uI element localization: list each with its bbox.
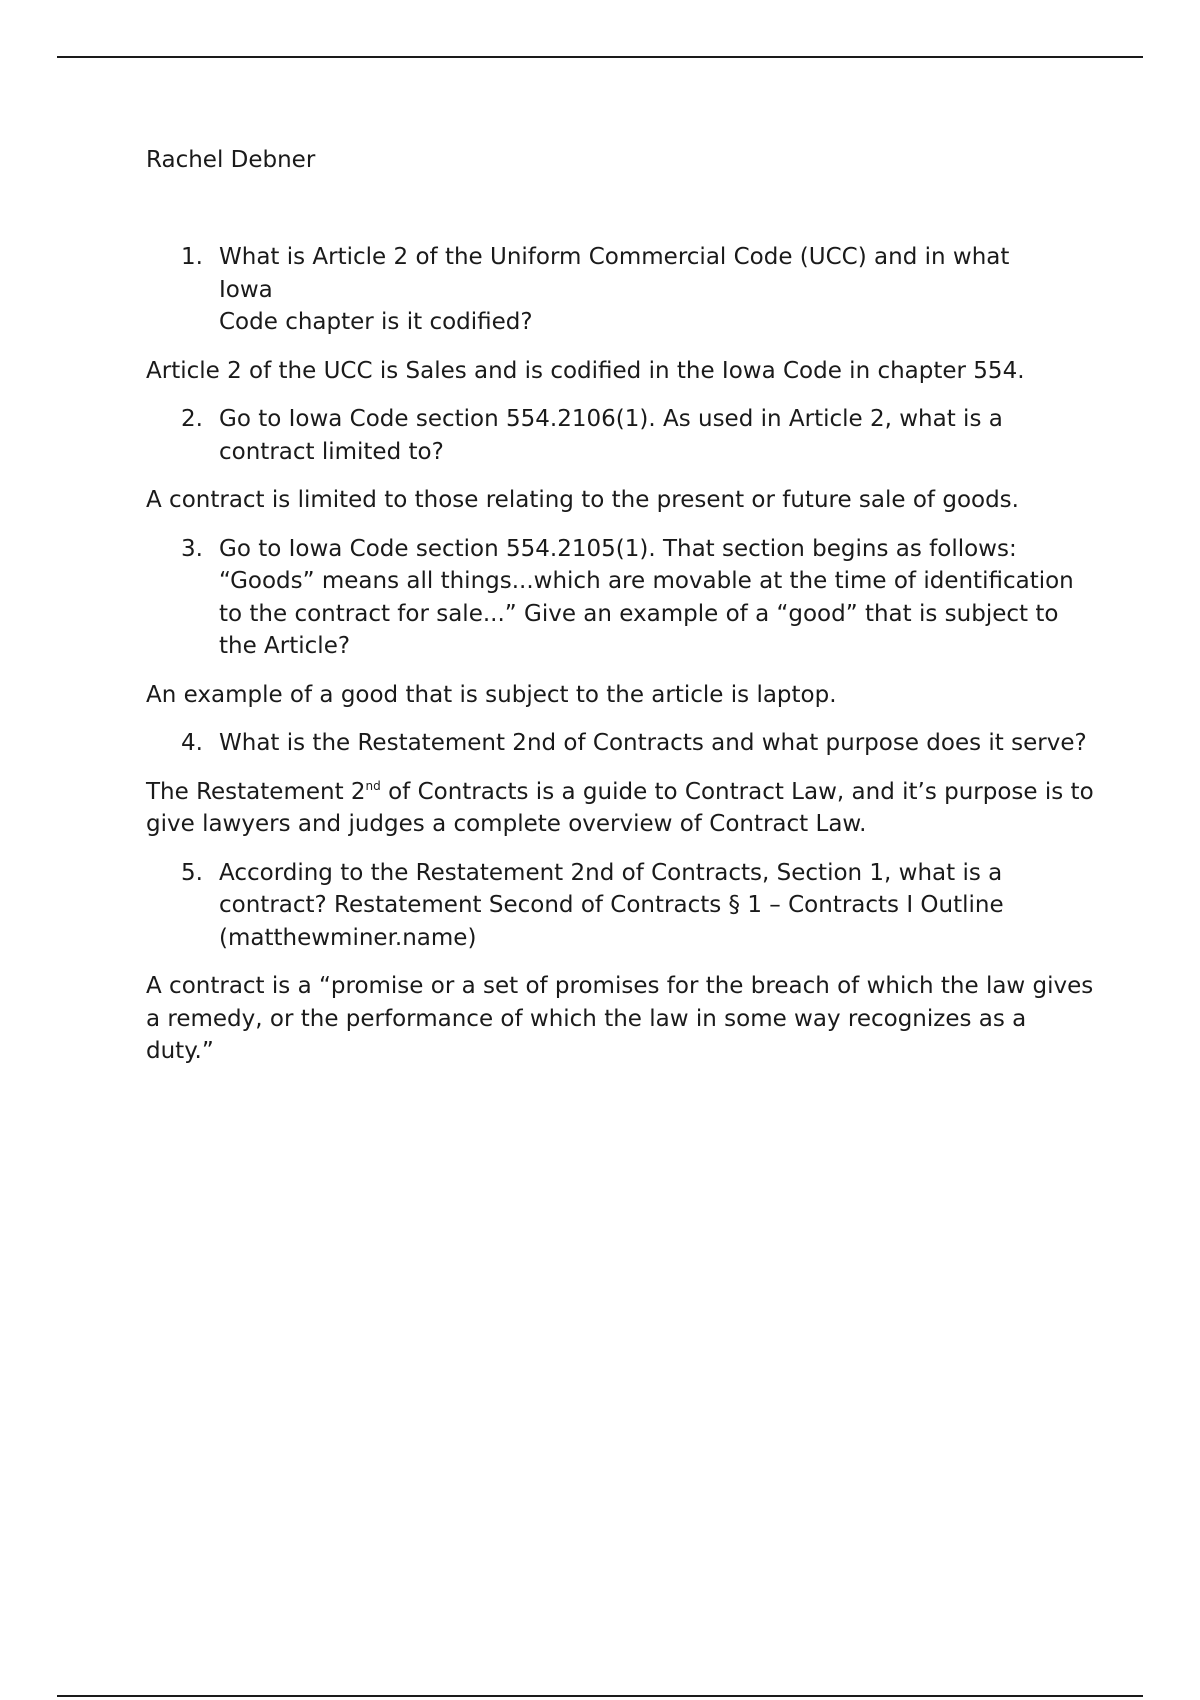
answer-4 xyxy=(146,776,1096,841)
question-number: 3. xyxy=(181,535,203,562)
question-line: What is Article 2 of the Uniform Commercial Code (UCC) and in what xyxy=(219,244,1010,270)
question-line: Code chapter is it codified? xyxy=(219,309,533,335)
question-1 xyxy=(146,241,1096,339)
question-text xyxy=(219,241,1096,339)
question-number: 4. xyxy=(181,730,203,756)
answer-5: A contract is a “promise or a set of promises for the breach of which the law gives a remedy, or the performance of which the law in some way recognizes as a duty.” xyxy=(146,973,1094,1064)
question-number: 5. xyxy=(181,859,203,886)
author-name: Rachel Debner xyxy=(146,147,316,173)
question-4 xyxy=(146,727,1096,760)
answer-1: Article 2 of the UCC is Sales and is codified in the Iowa Code in chapter 554. xyxy=(146,357,1025,384)
question-5 xyxy=(146,857,1096,955)
answer-3: An example of a good that is subject to the article is laptop. xyxy=(146,681,837,708)
question-text: Go to Iowa Code section 554.2105(1). That section begins as follows: “Goods” means all things...which are movable at the time of identification to the contract for sale...” Give an example of a “good” that is subject to the Article? xyxy=(219,535,1074,659)
question-text: What is the Restatement 2nd of Contracts and what purpose does it serve? xyxy=(219,730,1087,756)
footer-rule xyxy=(57,1695,1143,1697)
question-3 xyxy=(146,533,1096,663)
document-body xyxy=(146,241,1096,1084)
answer-text: of Contracts is a guide to Contract Law, and it’s purpose is to give lawyers and judges a complete overview of Contract Law. xyxy=(146,778,1094,837)
question-number: 1. xyxy=(181,244,203,270)
question-line: Iowa xyxy=(219,276,273,303)
question-text: Go to Iowa Code section 554.2106(1). As used in Article 2, what is a contract limited to? xyxy=(219,406,1003,465)
question-text: According to the Restatement 2nd of Contracts, Section 1, what is a contract? Restatement Second of Contracts § 1 – Contracts I Outline (matthewminer.name) xyxy=(219,859,1004,951)
question-number: 2. xyxy=(181,406,203,432)
answer-2: A contract is limited to those relating to the present or future sale of goods. xyxy=(146,487,1019,513)
ordinal-superscript: nd xyxy=(365,778,381,793)
header-rule xyxy=(57,56,1143,58)
answer-text: The Restatement 2 xyxy=(146,778,366,805)
question-2 xyxy=(146,403,1096,468)
